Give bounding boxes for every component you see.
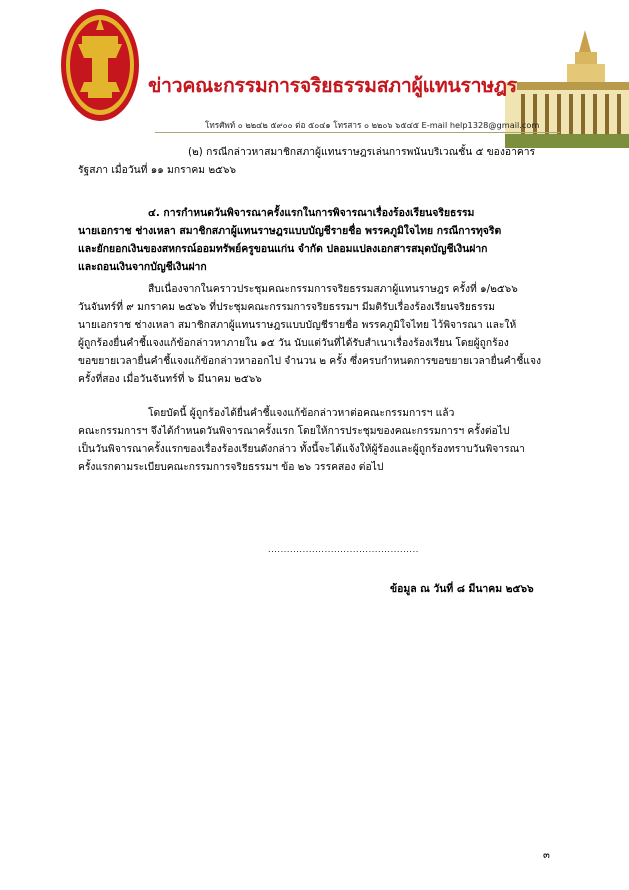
paragraph-line: วันจันทร์ที่ ๙ มกราคม ๒๕๖๖ ที่ประชุมคณะกรรมการจริยธรรมฯ มีมติรับเรื่องร้องเรียนจริยธรรม [78,301,496,313]
page-number: ๓ [543,850,550,861]
separator-dots: ................................................ [268,545,419,554]
paragraph-line: ครั้งแรกตามระเบียบคณะกรรมการจริยธรรมฯ ข้อ ๒๖ วรรคสอง ต่อไป [78,461,384,473]
page-title: ข่าวคณะกรรมการจริยธรรมสภาผู้แทนราษฎร [148,74,517,97]
paragraph-line: ผู้ถูกร้องยื่นคำชี้แจงแก้ข้อกล่าวหาภายใน ๑๕ วัน นับแต่วันที่ได้รับสำเนาเรื่องร้องเรียน โดยผู้ถูกร้อง [78,337,509,349]
parliament-seal-icon [60,8,140,122]
item-heading-line: และถอนเงินจากบัญชีเงินฝาก [78,261,207,273]
paragraph-line: ครั้งที่สอง เมื่อวันจันทร์ที่ ๖ มีนาคม ๒๕๖๖ [78,373,262,385]
item-heading-line: ๔. การกำหนดวันพิจารณาครั้งแรกในการพิจารณาเรื่องร้องเรียนจริยธรรม [148,207,475,219]
paragraph-line: โดยบัดนี้ ผู้ถูกร้องได้ยื่นคำชี้แจงแก้ข้อกล่าวหาต่อคณะกรรมการฯ แล้ว [148,407,455,419]
paragraph-line: สืบเนื่องจากในคราวประชุมคณะกรรมการจริยธรรมสภาผู้แทนราษฎร ครั้งที่ ๑/๒๕๖๖ [148,283,518,295]
paragraph-line: ขอขยายเวลายื่นคำชี้แจงแก้ข้อกล่าวหาออกไป จำนวน ๒ ครั้ง ซึ่งครบกำหนดการขอขยายเวลายื่นคำชี้แจง [78,355,542,367]
paragraph-line: เป็นวันพิจารณาครั้งแรกของเรื่องร้องเรียนดังกล่าว ทั้งนี้จะได้แจ้งให้ผู้ร้องและผู้ถูกร้องทราบวันพิจารณา [78,443,525,455]
intro-line: (๒) กรณีกล่าวหาสมาชิกสภาผู้แทนราษฎรเล่นการพนันบริเวณชั้น ๕ ของอาคาร [188,146,536,158]
intro-line: รัฐสภา เมื่อวันที่ ๑๑ มกราคม ๒๕๖๖ [78,164,236,176]
item-heading-line: นายเอกราช ช่างเหลา สมาชิกสภาผู้แทนราษฎรแบบบัญชีรายชื่อ พรรคภูมิใจไทย กรณีการทุจริต [78,225,502,237]
item-heading-line: และยักยอกเงินของสหกรณ์ออมทรัพย์ครูขอนแก่น จำกัด ปลอมแปลงเอกสารสมุดบัญชีเงินฝาก [78,243,488,255]
paragraph-line: คณะกรรมการฯ จึงได้กำหนดวันพิจารณาครั้งแรก โดยให้การประชุมของคณะกรรมการฯ ครั้งต่อไป [78,425,510,437]
contact-info: โทรศัพท์ ๐ ๒๒๔๒ ๕๙๐๐ ต่อ ๕๐๔๑ โทรสาร ๐ ๒๒๐๖ ๖๕๔๕ E-mail help1328@gmail.com [205,120,540,130]
paragraph-line: นายเอกราช ช่างเหลา สมาชิกสภาผู้แทนราษฎรแบบบัญชีรายชื่อ พรรคภูมิใจไทย ไว้พิจารณา และให้ [78,319,517,331]
header-divider [155,132,560,133]
data-as-of-date: ข้อมูล ณ วันที่ ๘ มีนาคม ๒๕๖๖ [390,583,534,595]
